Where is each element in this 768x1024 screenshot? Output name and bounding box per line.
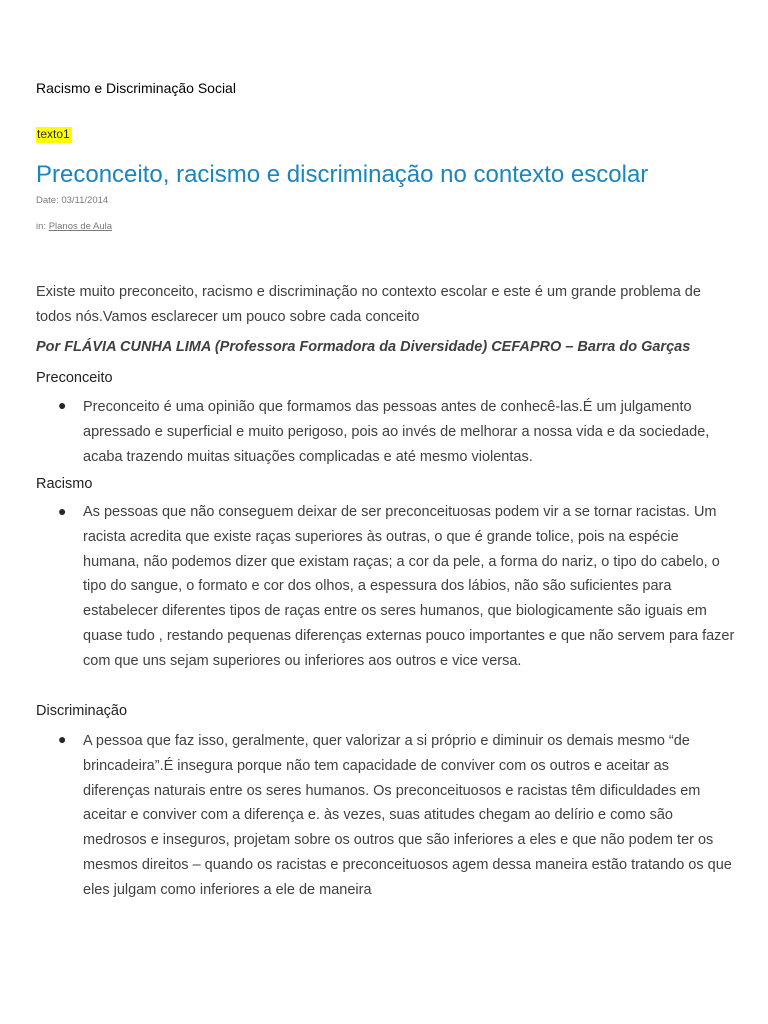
document-header-title: Racismo e Discriminação Social: [36, 80, 236, 96]
section-text-racismo: As pessoas que não conseguem deixar de ser preconceituosas podem vir a se tornar racistas. Um racista acredita que existe raças superiores às outras, o que é grande tolice, pois na espécie humana, não podemos dizer que existam raças; a cor da pele, a forma do nariz, o tipo do cabelo, o tipo do sangue, o formato e cor dos olhos, a espessura dos lábios, não são suficientes para estabelecer diferentes tipos de raças entre os seres humanos, que biologicamente são iguais em quase tudo , restando pequenas diferenças externas pouco importantes e que não servem para fazer com que uns sejam superiores ou inferiores aos outros e vice versa.: [83, 504, 735, 669]
category-link[interactable]: Planos de Aula: [48, 221, 113, 232]
category-prefix: in:: [36, 221, 49, 232]
highlighted-tag: texto1: [37, 127, 70, 141]
article-headline: Preconceito, racismo e discriminação no contexto escolar: [36, 161, 649, 188]
intro-paragraph: Existe muito preconceito, racismo e discriminação no contexto escolar e este é um grande problema de todos nós.Vamos esclarecer um pouco sobre cada conceito: [36, 284, 701, 325]
bullet-icon: ●: [58, 503, 67, 519]
section-heading-racismo: Racismo: [36, 476, 93, 492]
author-byline: Por FLÁVIA CUNHA LIMA (Professora Formadora da Diversidade) CEFAPRO – Barra do Garças: [36, 339, 691, 355]
bullet-icon: ●: [58, 731, 67, 747]
article-category: [36, 221, 112, 232]
section-text-preconceito: Preconceito é uma opinião que formamos das pessoas antes de conhecê-las.É um julgamento apressado e superficial e muito perigoso, pois ao invés de melhorar a nossa vida e da sociedade, acaba trazendo muitas situações complicadas e até mesmo violentas.: [83, 399, 710, 465]
section-heading-discriminacao: Discriminação: [36, 703, 128, 719]
section-heading-preconceito: Preconceito: [36, 370, 113, 386]
section-text-discriminacao: A pessoa que faz isso, geralmente, quer valorizar a si próprio e diminuir os demais mesmo “de brincadeira”.É insegura porque não tem capacidade de conviver com os outros e aceitar as diferenças naturais entre os seres humanos. Os preconceituosos e racistas têm dificuldades em aceitar e conviver com a diferença e. às vezes, suas atitudes chegam ao delírio e como são medrosos e inseguros, projetam sobre os outros que são inferiores a eles e que não podem ter os mesmos direitos – quando os racistas e preconceituosos agem dessa maneira estão tratando os que eles julgam como inferiores a ele de maneira: [83, 733, 732, 898]
article-date: Date: 03/11/2014: [36, 195, 109, 206]
bullet-icon: ●: [58, 397, 67, 413]
